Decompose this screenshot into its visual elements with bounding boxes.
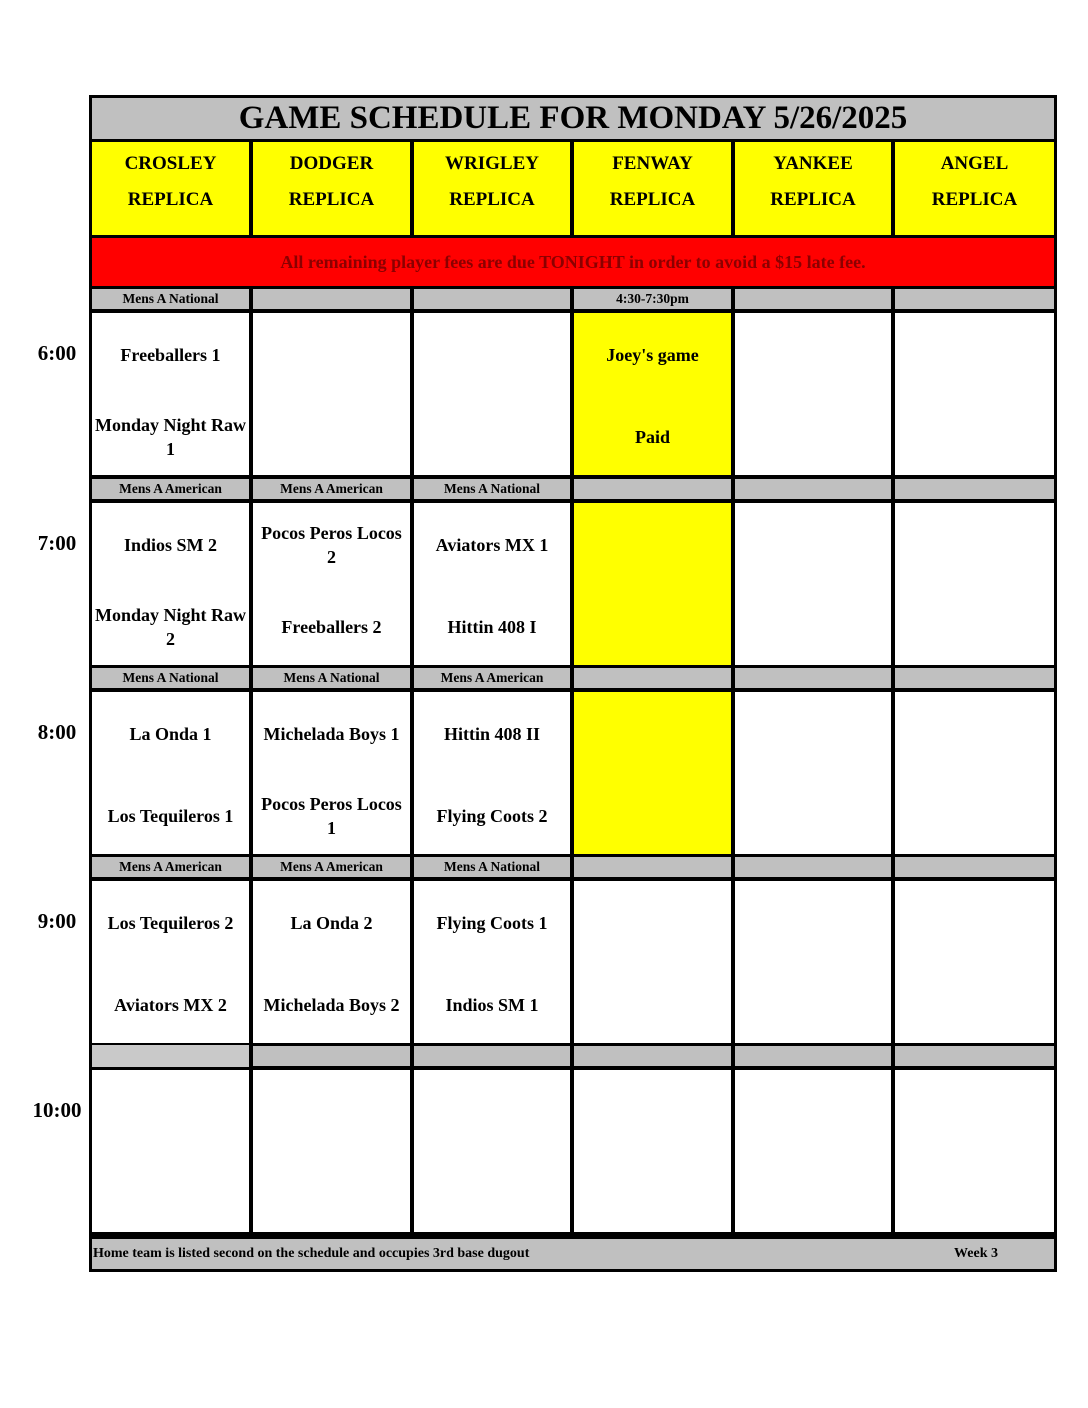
away-team [895,706,1054,762]
division-label [735,668,891,688]
away-team [574,1084,731,1140]
home-team: Monday Night Raw 2 [94,604,246,649]
game-slot [735,1070,891,1232]
game-slot [92,881,249,1043]
away-team: Freeballers 1 [120,344,221,365]
home-team [735,599,891,655]
away-team [735,895,891,951]
game-slot [574,1070,731,1232]
game-slot [895,503,1054,665]
division-label: Mens A National [92,668,249,688]
game-slot [92,1070,249,1232]
field-subtitle: REPLICA [449,188,535,210]
home-team [574,788,731,844]
game-slot [895,692,1054,854]
division-label [414,289,570,309]
division-label: Mens A National [92,289,249,309]
division-label [92,1045,249,1067]
game-slot [574,503,731,665]
division-label [895,668,1054,688]
home-team [574,977,731,1033]
field-header [735,142,891,235]
home-team [895,599,1054,655]
division-label [895,857,1054,877]
away-team [735,1084,891,1140]
game-slot [574,692,731,854]
home-team: Pocos Peros Locos 1 [261,793,402,838]
away-team [414,327,570,383]
home-team: Flying Coots 2 [436,805,548,826]
game-slot [574,313,731,475]
division-label [735,479,891,499]
division-label: Mens A National [414,479,570,499]
away-team: Hittin 408 II [443,723,540,744]
away-team [414,1084,570,1140]
away-team: Aviators MX 1 [435,534,549,555]
away-team [735,517,891,573]
home-team [895,788,1054,844]
home-team [895,409,1054,465]
field-subtitle: REPLICA [609,188,696,210]
away-team [895,517,1054,573]
division-label [895,289,1054,309]
away-team: La Onda 2 [290,912,373,933]
home-team: Freeballers 2 [281,616,382,637]
home-team [574,1166,731,1222]
home-team [253,1166,410,1222]
field-header [253,142,410,235]
away-team: Pocos Peros Locos 2 [261,522,402,567]
game-slot [895,313,1054,475]
home-team: Michelada Boys 2 [263,994,400,1015]
home-team [895,977,1054,1033]
field-name: CROSLEY [124,153,217,174]
division-label [574,668,731,688]
away-team [574,517,731,573]
away-team: Joey's game [606,344,699,365]
division-label: Mens A American [253,857,410,877]
away-team [735,706,891,762]
game-slot [253,692,410,854]
division-label: 4:30-7:30pm [574,289,731,309]
field-subtitle: REPLICA [127,188,214,210]
home-team: Hittin 408 I [447,616,537,637]
away-team: La Onda 1 [129,723,212,744]
home-team [253,409,410,465]
division-label [414,1046,570,1066]
home-team [414,409,570,465]
away-team: Michelada Boys 1 [263,723,400,744]
game-slot [895,881,1054,1043]
game-slot [735,881,891,1043]
home-team: Paid [634,426,670,447]
game-slot [414,313,570,475]
away-team [895,1084,1054,1140]
division-label [253,289,410,309]
field-header [895,142,1054,235]
away-team [895,327,1054,383]
game-slot [253,313,410,475]
game-slot [414,1070,570,1232]
game-slot [735,503,891,665]
field-header [414,142,570,235]
field-subtitle: REPLICA [931,188,1018,210]
game-slot [895,1070,1054,1232]
game-slot [414,692,570,854]
division-label [895,479,1054,499]
division-label: Mens A American [92,479,249,499]
game-slot [92,503,249,665]
time-label: 7:00 [37,531,77,555]
field-header [574,142,731,235]
home-team [414,1166,570,1222]
away-team [735,327,891,383]
game-slot [574,881,731,1043]
division-label [735,857,891,877]
time-label: 10:00 [32,1098,82,1122]
division-label [895,1046,1054,1066]
week-label: Week 3 [954,1246,998,1262]
home-team: Aviators MX 2 [114,994,227,1015]
away-team: Los Tequileros 2 [107,912,234,933]
fee-notice: All remaining player fees are due TONIGHT in order to avoid a $15 late fee. [92,238,1054,286]
division-label [735,1046,891,1066]
schedule-table [89,95,1057,1272]
division-label: Mens A American [414,668,570,688]
division-label: Mens A National [253,668,410,688]
game-slot [414,503,570,665]
division-label: Mens A American [253,479,410,499]
home-team [735,977,891,1033]
game-slot [414,881,570,1043]
game-slot [735,692,891,854]
division-label [253,1046,410,1066]
field-name: FENWAY [612,153,693,174]
home-team [92,1166,249,1222]
division-label [574,479,731,499]
field-name: YANKEE [773,153,853,174]
time-label: 8:00 [37,720,77,744]
home-team [735,409,891,465]
home-team: Indios SM 1 [445,994,539,1015]
away-team [574,706,731,762]
game-slot [92,313,249,475]
field-subtitle: REPLICA [288,188,375,210]
home-team-note: Home team is listed second on the schedule and occupies 3rd base dugout [93,1246,530,1262]
away-team [574,895,731,951]
division-label [735,289,891,309]
division-label [574,1046,731,1066]
home-team [735,1166,891,1222]
home-team [574,599,731,655]
away-team [253,1084,410,1140]
away-team [253,327,410,383]
game-slot [253,881,410,1043]
division-label: Mens A American [92,857,249,877]
footer-bar [92,1239,1054,1269]
division-label: Mens A National [414,857,570,877]
away-team: Indios SM 2 [123,534,218,555]
time-label: 9:00 [37,909,77,933]
game-slot [92,692,249,854]
away-team: Flying Coots 1 [436,912,548,933]
home-team: Los Tequileros 1 [107,805,234,826]
page-title: GAME SCHEDULE FOR MONDAY 5/26/2025 [92,98,1054,139]
division-label [574,857,731,877]
field-name: ANGEL [940,153,1009,174]
time-label: 6:00 [37,341,77,365]
home-team: Monday Night Raw 1 [94,414,246,459]
field-subtitle: REPLICA [770,188,856,210]
away-team [92,1084,249,1140]
game-slot [735,313,891,475]
home-team [735,788,891,844]
game-slot [253,1070,410,1232]
game-slot [253,503,410,665]
field-name: WRIGLEY [445,153,539,174]
field-name: DODGER [289,153,374,174]
away-team [895,895,1054,951]
field-header [92,142,249,235]
home-team [895,1166,1054,1222]
